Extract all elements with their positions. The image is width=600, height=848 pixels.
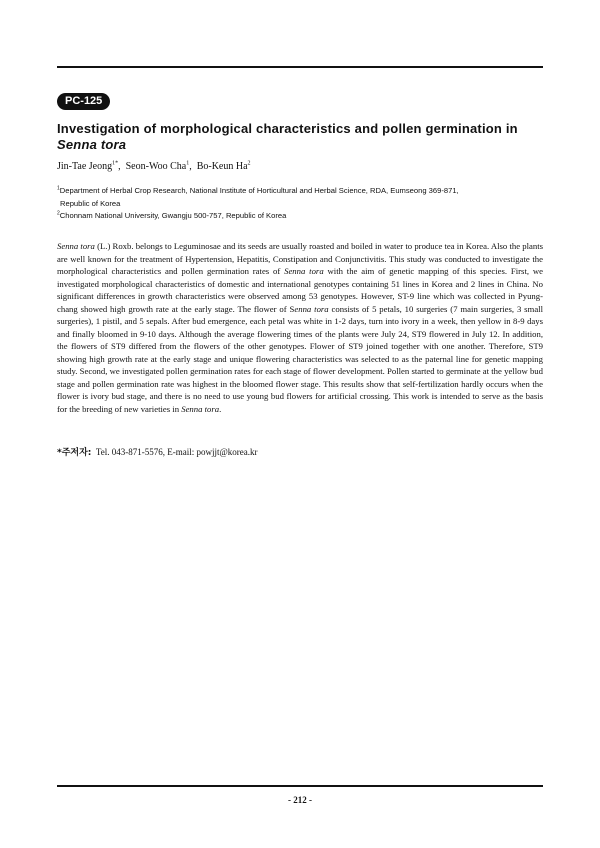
species-name-fragment: enna tora [294,303,329,314]
affiliation-mark: 1 [57,185,60,192]
author-name: Seon-Woo Cha [125,161,187,172]
affiliation-continuation: Republic of Korea [60,198,121,208]
affiliation-mark: 2 [57,210,60,217]
author-name: Jin-Tae Jeong [57,161,113,172]
abstract-text: with the aim of genetic mapping of this species. First, we investigated morphological characteristics of domestic and international genotypes containing 51 lines in Korea and 2 lines in China. No significant differences in growth characteristics were observed among 53 genotypes. However, ST-9 line which was collected in Pyung-chang showed high growth rate at the early stage. The flower of S [57,266,543,314]
affiliation-list [57,185,543,223]
corresponding-author-label: *주저자: [57,448,92,458]
corresponding-author [57,446,258,460]
page-number: - 212 - [288,795,312,805]
affiliation-text: Chonnam National University, Gwangju 500-757, Republic of Korea [59,211,287,220]
author-list: Jin-Tae Jeong$^{1*}$, Seon-Woo Cha$^1$, Bo-Keun Ha$^2$ [57,160,251,172]
abstract-code-badge: PC-125 [57,93,110,110]
paper-title [57,121,543,153]
affiliation [57,185,543,198]
species-name: Senna tora [284,266,324,276]
contact-details: Tel. 043-871-5576, E-mail: powjjt@korea.kr [95,447,258,457]
species-name: Senna tora [57,241,95,251]
title-text: Investigation of morphological characteristics and pollen germination in [57,121,518,136]
affiliation [57,210,543,223]
top-rule [57,66,543,68]
abstract-end: . [219,403,222,414]
author-affiliation-mark: 1* [112,160,119,167]
author-name: Bo-Keun Ha [196,161,248,172]
abstract-text: (L.) Roxb. belongs to Leguminosae and its seeds are usually roasted and boiled in water to produce tea in Korea. Also the plants are well known for the treatment of Hypertension, Hepatitis, Constipation and Conjunctivitis. This study was conducted to investigate the morphological characteristics and pollen germination rates of [57,241,543,276]
abstract-text: consists of 5 petals, 10 surgeries (7 main surgeries, 3 small surgeries), 1 pistil, and 5 sepals. After bud emergence, each petal was white in 1-2 days, turn into ivory in a week, then yellow in 8-9 days and finally bloomed in 9-10 days. Although the average flowering times of the plants were July 24, ST9 flowered in July 12. In addition, the flowers of ST9 differed from the flowers of the other genotypes. Flower of ST9 joined together with one another. Therefore, ST9 showing high growth rate at the early stage and unique flowering characteristics was selected to as the paternal line for genetic mapping study. Second, we investigated pollen germination rates for each stage of flower development. Pollen started to germinate at the yellow bud stage and pollen germination rate was highest in the bloomed flower stage. This results show that self-fertilization hardly occurs when the flower is ivory bud stage, and there is no need to use young bud flowers for artificial crossing. This work is intended to serve as the basis for the breeding of new varieties in [57,303,544,414]
bottom-rule [57,785,543,787]
author-affiliation-mark: 2 [247,160,251,167]
affiliation-text: Department of Herbal Crop Research, National Institute of Horticultural and Herbal Science, RDA, Eumseong 369-871, [59,186,459,195]
title-species: Senna tora [57,137,127,152]
species-name: Senna tora [181,403,220,414]
abstract-body [57,240,543,415]
author-affiliation-mark: 1 [186,160,190,167]
